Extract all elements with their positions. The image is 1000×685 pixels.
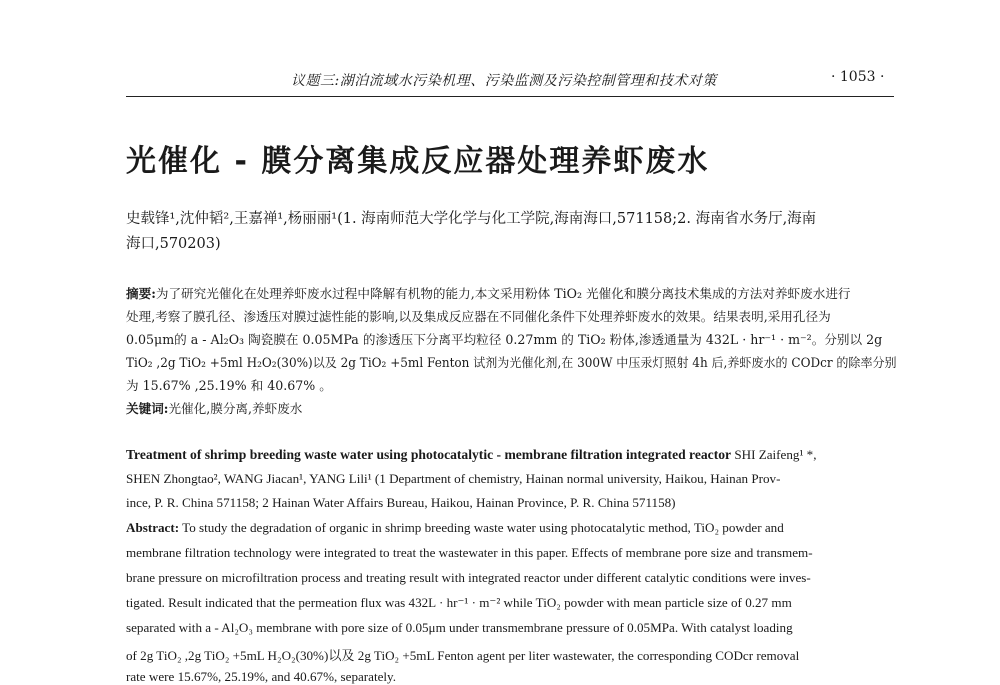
english-abstract-line-3: brane pressure on microfiltration process and treating result with integrated reactor under different catalytic conditions were inves- [126,570,811,585]
english-abstract-line-6: of 2g TiO₂ ,2g TiO₂ +5mL H₂O₂(30%)以及 2g TiO₂ +5mL Fenton agent per liter wastewater, the corresponding CODcr removal [126,648,800,663]
english-title: Treatment of shrimp breeding waste water using photocatalytic - membrane filtration integrated reactor [126,447,732,462]
abstract-cn-line-4: TiO₂ ,2g TiO₂ +5ml H₂O₂(30%)以及 2g TiO₂ +5ml Fenton 试剂为光催化剂,在 300W 中压汞灯照射 4h 后,养虾废水的 CODcr 的除率分别 [126,355,897,370]
english-first-author: SHI Zaifeng¹ *, [734,447,817,462]
header-rule [126,96,894,97]
authors-cn-line-2: 海口,570203) [126,236,221,252]
keywords-cn-text: 光催化,膜分离,养虾废水 [168,401,303,416]
abstract-cn-line-5: 为 15.67% ,25.19% 和 40.67% 。 [126,378,332,393]
english-abstract-line-4: tigated. Result indicated that the permeation flux was 432L · hr⁻¹ · m⁻² while TiO₂ powder with mean particle size of 0.27 mm [126,595,792,610]
page-number: · 1053 · [831,69,885,85]
abstract-cn-line-3: 0.05μm的 a - Al₂O₃ 陶瓷膜在 0.05MPa 的渗透压下分离平均粒径 0.27mm 的 TiO₂ 粉体,渗透通量为 432L · hr⁻¹ · m⁻²。分别以 2g [126,332,883,347]
english-abstract-line-5: separated with a - Al₂O₃ membrane with pore size of 0.05μm under transmembrane pressure of 0.05MPa. With catalyst loading [126,620,793,635]
abstract-cn-line-2: 处理,考察了膜孔径、渗透压对膜过滤性能的影响,以及集成反应器在不同催化条件下处理养虾废水的效果。结果表明,采用孔径为 [126,309,831,324]
abstract-cn-label: 摘要: [126,286,156,301]
keywords-cn [126,398,302,417]
english-abstract-line-7: rate were 15.67%, 25.19%, and 40.67%, separately. [126,669,397,684]
english-abstract-line-2: membrane filtration technology were integrated to treat the wastewater in this paper. Effects of membrane pore size and transmem- [126,545,813,560]
english-abstract-label: Abstract: [126,520,180,535]
english-abstract-line-1 [126,520,784,536]
keywords-cn-label: 关键词: [126,401,169,416]
authors-cn-line-1: 史载锋¹,沈仲韬²,王嘉禅¹,杨丽丽¹(1. 海南师范大学化学与化工学院,海南海口,571158;2. 海南省水务厅,海南 [126,211,817,227]
running-header-session: 议题三:湖泊流域水污染机理、污染监测及污染控制管理和技术对策 [291,73,717,89]
abstract-cn-line-1 [126,283,851,302]
english-authors-line-1: SHEN Zhongtao², WANG Jiacan¹, YANG Lili¹ (1 Department of chemistry, Hainan normal university, Haikou, Hainan Prov- [126,471,781,486]
paper-title: 光催化 - 膜分离集成反应器处理养虾废水 [126,144,710,179]
english-title-line [126,447,816,463]
english-authors-line-2: ince, P. R. China 571158; 2 Hainan Water Affairs Bureau, Haikou, Hainan Province, P. R. China 571158) [126,495,676,510]
english-abstract-text: To study the degradation of organic in shrimp breeding waste water using photocatalytic method, TiO₂ powder and [182,520,784,535]
abstract-cn-text: 为了研究光催化在处理养虾废水过程中降解有机物的能力,本文采用粉体 TiO₂ 光催化和膜分离技术集成的方法对养虾废水进行 [155,286,851,301]
